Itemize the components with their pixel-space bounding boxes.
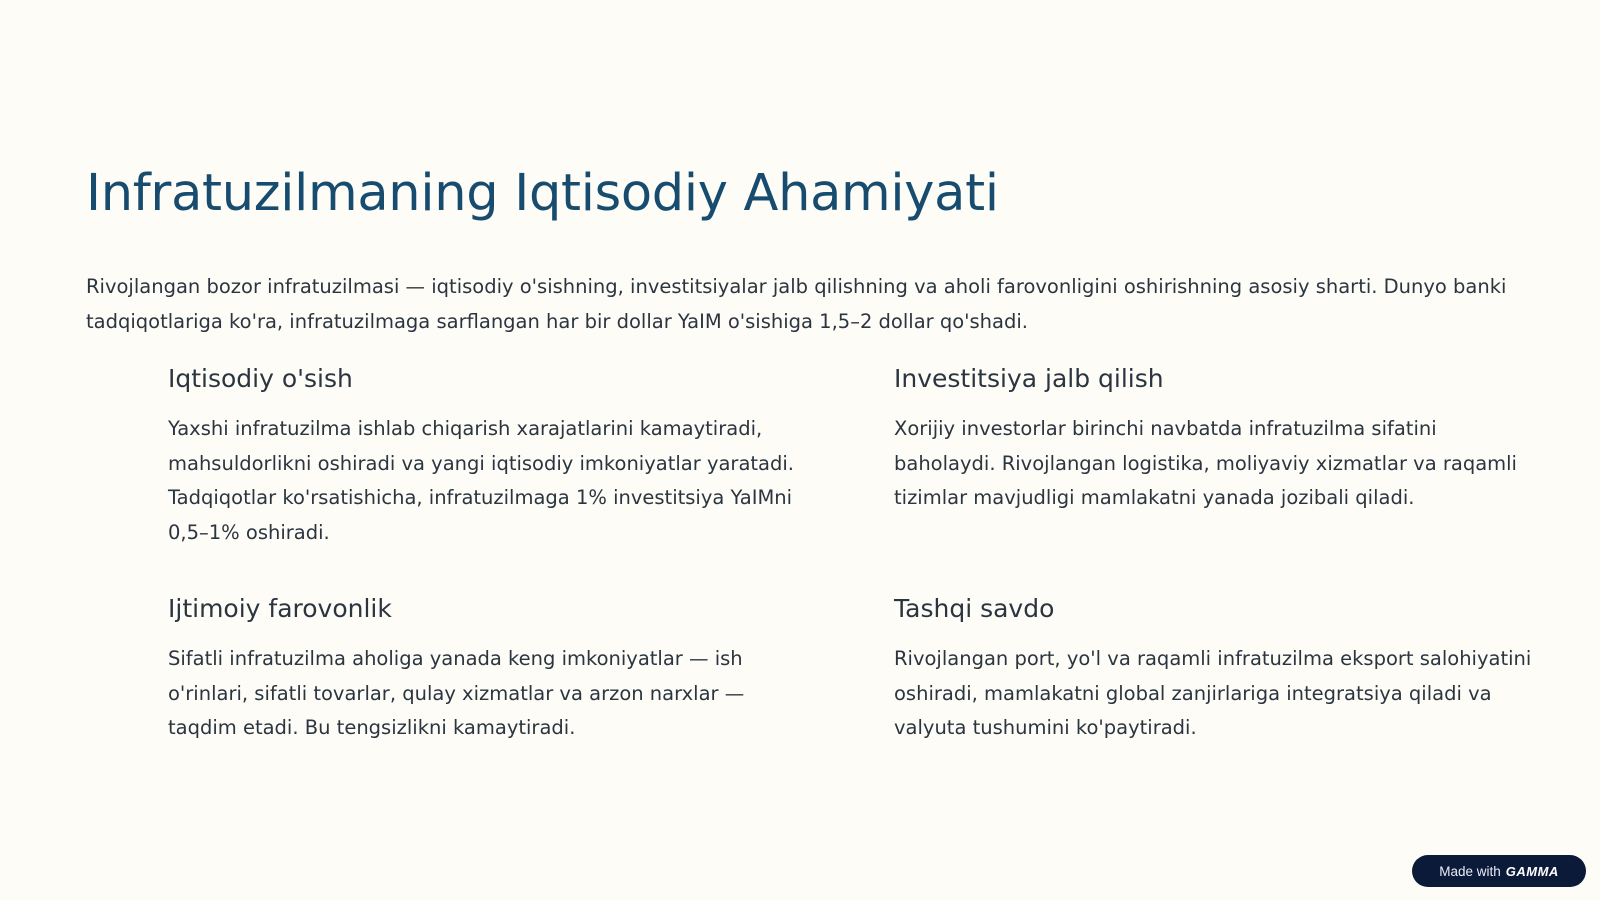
badge-prefix: Made with (1439, 863, 1501, 879)
card-economic-growth (168, 362, 808, 550)
card-heading: Investitsiya jalb qilish (894, 364, 1164, 393)
card-body: Xorijiy investorlar birinchi navbatda infratuzilma sifatini baholaydi. Rivojlangan logistika, moliyaviy xizmatlar va raqamli tizimlar mavjudligi mamlakatni yanada jozibali qiladi. (894, 417, 1517, 509)
card-social-welfare (168, 592, 788, 746)
card-body: Yaxshi infratuzilma ishlab chiqarish xarajatlarini kamaytiradi, mahsuldorlikni oshiradi va yangi iqtisodiy imkoniyatlar yaratadi. Tadqiqotlar ko'rsatishicha, infratuzilmaga 1% investitsiya YaIMni 0,5–1% oshiradi. (168, 417, 794, 544)
card-body: Rivojlangan port, yo'l va raqamli infratuzilma eksport salohiyatini oshiradi, mamlakatni global zanjirlariga integratsiya qiladi va valyuta tushumini ko'paytiradi. (894, 647, 1532, 739)
intro-paragraph: Rivojlangan bozor infratuzilmasi — iqtisodiy o'sishning, investitsiyalar jalb qilishning va aholi farovonligini oshirishning asosiy sharti. Dunyo banki tadqiqotlariga ko'ra, infratuzilmaga sarflangan har bir dollar YaIM o'sishiga 1,5–2 dollar qo'shadi. (86, 275, 1507, 333)
card-heading: Tashqi savdo (894, 594, 1055, 623)
card-heading: Iqtisodiy o'sish (168, 364, 353, 393)
made-with-gamma-badge[interactable] (1412, 855, 1586, 887)
slide-title: Infratuzilmaning Iqtisodiy Ahamiyati (86, 164, 999, 223)
card-investment (894, 362, 1534, 516)
gamma-logo: GAMMA (1505, 863, 1559, 879)
card-heading: Ijtimoiy farovonlik (168, 594, 392, 623)
card-body: Sifatli infratuzilma aholiga yanada keng imkoniyatlar — ish o'rinlari, sifatli tovarlar, qulay xizmatlar va arzon narxlar — taqdim etadi. Bu tengsizlikni kamaytiradi. (168, 647, 745, 739)
card-foreign-trade (894, 592, 1534, 746)
